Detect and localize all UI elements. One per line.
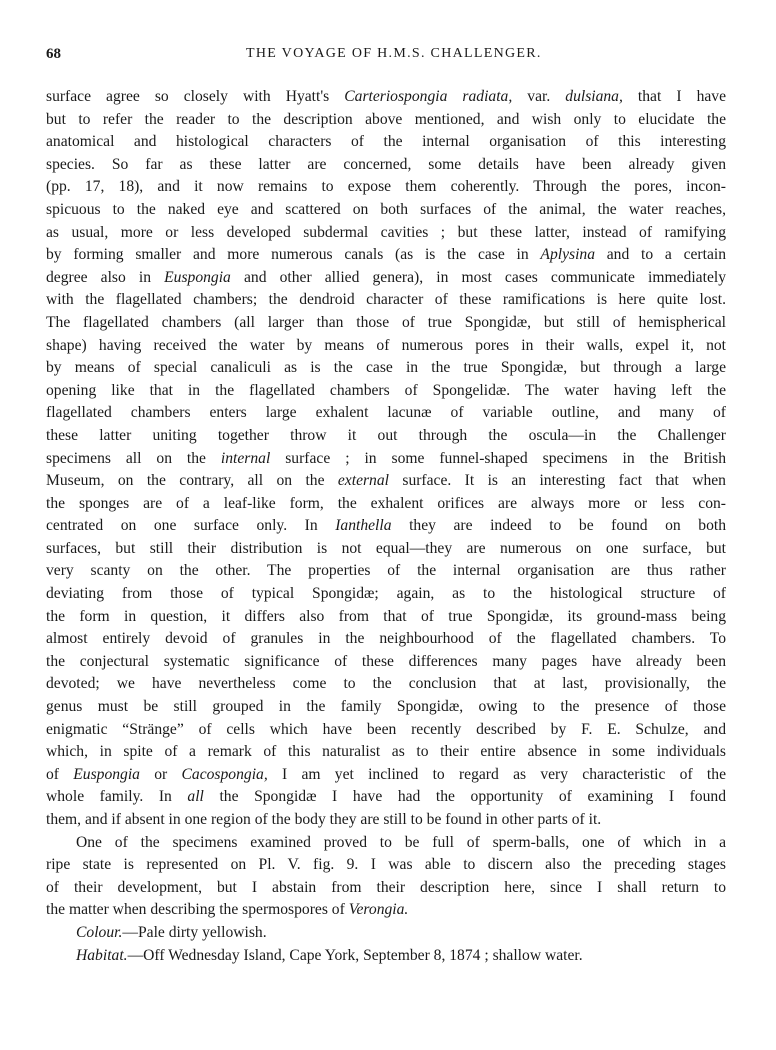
text-line [46, 380, 726, 403]
text-run: and other allied genera), in most cases communicate immediately [230, 268, 726, 286]
text-run: var. [512, 88, 566, 105]
text-run: the Spongidæ I have had the opportunity of examining I found [203, 788, 726, 806]
text-run: almost entirely devoid of granules in the neighbourhood of the flagellated chambers. To [46, 630, 726, 648]
text-run: of their development, but I abstain from their description here, since I shall return to [46, 878, 726, 896]
text-line [46, 673, 726, 696]
text-run: but to refer the reader to the description above mentioned, and wish only to elucidate the [46, 110, 726, 128]
text-line [46, 764, 726, 787]
text-run: they are indeed to be found on both [391, 517, 726, 535]
italic-text: internal [220, 449, 271, 467]
text-line [46, 515, 726, 538]
text-line [46, 877, 726, 900]
text-run: very scanty on the other. The properties of the internal organisation are thus rather [46, 562, 726, 580]
text-run: by forming smaller and more numerous canals (as is the case in [46, 246, 541, 264]
running-title: THE VOYAGE OF H.M.S. CHALLENGER. [246, 46, 542, 61]
text-line [46, 425, 726, 448]
text-line [46, 86, 726, 109]
text-line [46, 786, 726, 809]
text-line [46, 493, 726, 516]
italic-text: Aplysina [540, 246, 595, 264]
habitat-label: Habitat. [76, 946, 128, 964]
text-run: them, and if absent in one region of the body they are still to be found in other parts of it. [46, 811, 602, 828]
text-run: of [46, 765, 74, 783]
text-line [46, 741, 726, 764]
text-run: flagellated chambers enters large exhalent lacunæ of variable outline, and many of [46, 404, 726, 422]
text-run: One of the specimens examined proved to be full of sperm-balls, one of which in a [76, 833, 726, 851]
text-run: centrated on one surface only. In [46, 517, 336, 535]
italic-text: Carteriospongia radiata, [344, 88, 513, 105]
text-line [46, 154, 726, 177]
text-run: whole family. In [46, 788, 188, 806]
italic-text: Euspongia [73, 765, 140, 783]
text-line [46, 109, 726, 132]
text-run: the conjectural systematic significance of these differences many pages have already been [46, 652, 726, 670]
text-run: Museum, on the contrary, all on the [46, 472, 338, 490]
text-line [46, 267, 726, 290]
text-run: (pp. 17, 18), and it now remains to expose them coherently. Through the pores, incon- [46, 178, 726, 196]
text-line [46, 809, 726, 832]
text-run: surface. It is an interesting fact that when [388, 472, 726, 490]
text-run: I am yet inclined to regard as very characteristic of the [267, 765, 726, 783]
text-line [46, 335, 726, 358]
text-run: species. So far as these latter are concerned, some details have been already given [46, 155, 726, 173]
text-line [46, 628, 726, 651]
text-line [46, 719, 726, 742]
text-run: shape) having received the water by means of numerous pores in their walls, expel it, not [46, 336, 726, 354]
text-run: anatomical and histological characters of the internal organisation of this interesting [46, 133, 726, 151]
text-line [46, 538, 726, 561]
text-run: genus must be still grouped in the family Spongidæ, owing to the presence of those [46, 698, 726, 716]
text-run: with the flagellated chambers; the dendroid character of these ramifications is here quite lost. [46, 291, 726, 309]
italic-text: dulsiana, [565, 88, 623, 105]
text-line [46, 289, 726, 312]
text-run: devoted; we have nevertheless come to the conclusion that at last, provisionally, the [46, 675, 726, 693]
text-line [46, 583, 726, 606]
paragraph-sperm-balls [46, 832, 726, 922]
text-line [46, 696, 726, 719]
text-line [46, 357, 726, 380]
text-line [46, 606, 726, 629]
text-run: spicuous to the naked eye and scattered on both surfaces of the animal, the water reaches, [46, 200, 726, 218]
text-run: surface agree so closely with Hyatt's [46, 88, 345, 105]
text-run: degree also in [46, 268, 165, 286]
text-run: that I have [622, 88, 727, 105]
italic-text: all [187, 788, 204, 806]
paragraph-anatomy [46, 86, 726, 832]
text-line [46, 560, 726, 583]
italic-text: Cacospongia, [181, 765, 268, 783]
italic-text: Verongia. [348, 901, 409, 919]
text-run: as usual, more or less developed subdermal cavities ; but these latter, instead of ramifying [46, 223, 726, 241]
text-line [46, 899, 726, 922]
text-run: enigmatic “Stränge” of cells which have been recently described by F. E. Schulze, and [46, 720, 726, 738]
text-run: the form in question, it differs also from that of true Spongidæ, its ground-mass being [46, 607, 726, 625]
text-run: or [139, 765, 182, 783]
text-run: specimens all on the [46, 449, 221, 467]
text-line [46, 312, 726, 335]
page-header [46, 46, 726, 66]
colour-text: —Pale dirty yellowish. [122, 923, 267, 941]
text-run: The flagellated chambers (all larger than those of true Spongidæ, but still of hemispherical [46, 313, 726, 331]
text-run: which, in spite of a remark of this naturalist as to their entire absence in some individuals [46, 743, 726, 761]
text-run: these latter uniting together throw it out through the oscula—in the Challenger [46, 426, 726, 444]
text-run: by means of special canaliculi as is the case in the true Spongidæ, but through a large [46, 359, 726, 377]
text-run: deviating from those of typical Spongidæ; again, as to the histological structure of [46, 585, 726, 603]
text-line [46, 199, 726, 222]
text-line [46, 832, 726, 855]
italic-text: Euspongia [164, 268, 231, 286]
text-run: surface ; in some funnel-shaped specimens in the British [270, 449, 727, 467]
text-line [46, 651, 726, 674]
body-text [46, 86, 726, 967]
habitat-line [46, 945, 726, 968]
text-run: the matter when describing the spermospores of [46, 901, 349, 919]
text-line [46, 402, 726, 425]
italic-text: Ianthella [335, 517, 392, 535]
text-run: and to a certain [595, 246, 727, 264]
text-line [46, 176, 726, 199]
text-run: ripe state is represented on Pl. V. fig. 9. I was able to discern also the preceding stages [46, 856, 726, 874]
text-line [46, 222, 726, 245]
text-run: the sponges are of a leaf-like form, the exhalent orifices are always more or less con- [46, 494, 726, 512]
text-run: surfaces, but still their distribution is not equal—they are numerous on one surface, but [46, 539, 726, 557]
colour-label: Colour. [76, 923, 123, 941]
page-number: 68 [46, 46, 61, 62]
colour-line [46, 922, 726, 945]
text-line [46, 244, 726, 267]
text-line [46, 854, 726, 877]
text-line [46, 131, 726, 154]
habitat-text: —Off Wednesday Island, Cape York, September 8, 1874 ; shallow water. [127, 946, 583, 964]
text-run: opening like that in the flagellated chambers of Spongelidæ. The water having left the [46, 381, 726, 399]
text-line [46, 470, 726, 493]
italic-text: external [337, 472, 389, 490]
text-line [46, 448, 726, 471]
